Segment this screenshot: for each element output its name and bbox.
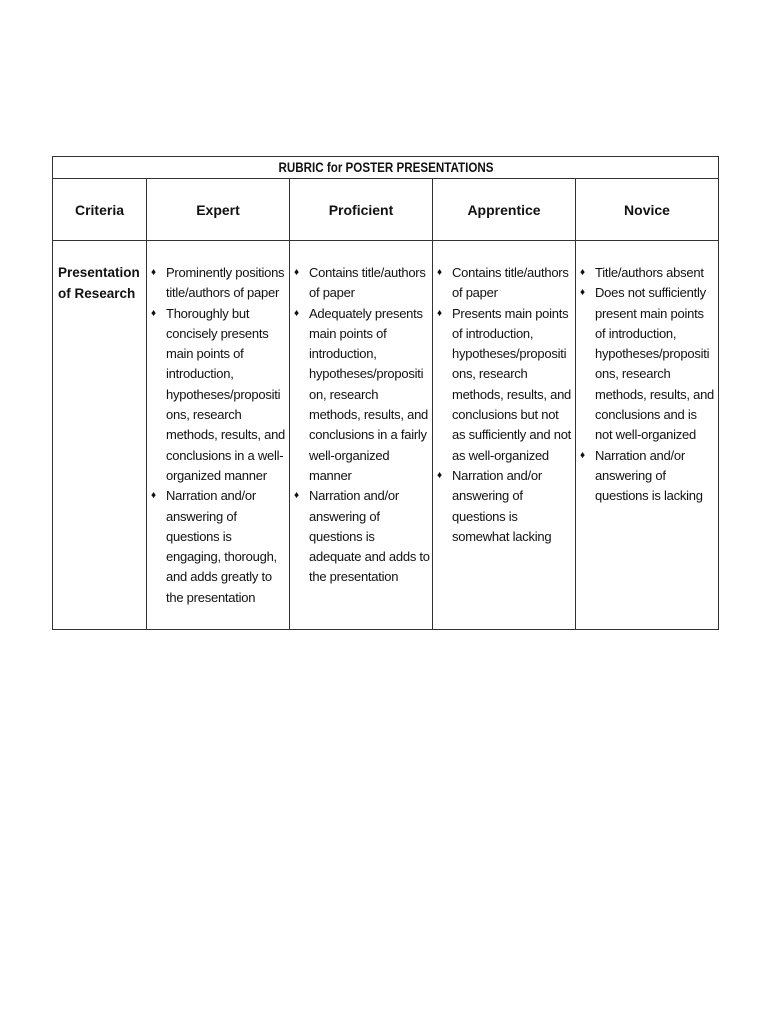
apprentice-points bbox=[433, 241, 575, 547]
diamond-bullet-icon: ♦ bbox=[580, 287, 585, 299]
proficient-cell bbox=[290, 241, 433, 630]
diamond-bullet-icon: ♦ bbox=[294, 490, 299, 502]
list-item: ♦ Adequately presents main points of introduction, hypotheses/proposition, research methods, results, and conclusions in a fairly well-organized manner bbox=[294, 304, 430, 487]
list-item: ♦ Narration and/or answering of questions is engaging, thorough, and adds greatly to the presentation bbox=[151, 486, 287, 608]
list-item: ♦ Prominently positions title/authors of paper bbox=[151, 263, 287, 304]
header-expert: Expert bbox=[147, 179, 290, 241]
diamond-bullet-icon: ♦ bbox=[294, 307, 299, 319]
header-apprentice: Apprentice bbox=[433, 179, 576, 241]
list-item: ♦ Narration and/or answering of questions is adequate and adds to the presentation bbox=[294, 486, 430, 587]
header-novice: Novice bbox=[576, 179, 719, 241]
header-proficient: Proficient bbox=[290, 179, 433, 241]
rubric-title: RUBRIC for POSTER PRESENTATIONS bbox=[99, 157, 672, 179]
header-criteria: Criteria bbox=[53, 179, 147, 241]
novice-points bbox=[576, 241, 718, 507]
header-row bbox=[53, 179, 719, 241]
rubric-title-row bbox=[53, 157, 719, 179]
criteria-label: Presentation of Research bbox=[53, 241, 147, 630]
diamond-bullet-icon: ♦ bbox=[437, 267, 442, 278]
diamond-bullet-icon: ♦ bbox=[151, 490, 156, 502]
diamond-bullet-icon: ♦ bbox=[580, 449, 585, 461]
diamond-bullet-icon: ♦ bbox=[437, 307, 442, 319]
expert-points bbox=[147, 241, 289, 608]
diamond-bullet-icon: ♦ bbox=[294, 267, 299, 278]
diamond-bullet-icon: ♦ bbox=[151, 267, 156, 278]
list-item: ♦ Contains title/authors of paper bbox=[294, 263, 430, 304]
list-item: ♦ Thoroughly but concisely presents main points of introduction, hypotheses/propositions, research methods, results, and conclusions in a well-organized manner bbox=[151, 304, 287, 487]
list-item: ♦ Title/authors absent bbox=[580, 263, 716, 283]
expert-cell bbox=[147, 241, 290, 630]
proficient-points bbox=[290, 241, 432, 588]
list-item: ♦ Does not sufficiently present main points of introduction, hypotheses/propositions, research methods, results, and conclusions and is not well-organized bbox=[580, 283, 716, 445]
diamond-bullet-icon: ♦ bbox=[437, 469, 442, 481]
diamond-bullet-icon: ♦ bbox=[151, 307, 156, 319]
list-item: ♦ Narration and/or answering of questions is somewhat lacking bbox=[437, 466, 573, 547]
criteria-row bbox=[53, 241, 719, 630]
apprentice-cell bbox=[433, 241, 576, 630]
list-item: ♦ Contains title/authors of paper bbox=[437, 263, 573, 304]
list-item: ♦ Narration and/or answering of questions is lacking bbox=[580, 446, 716, 507]
rubric-table bbox=[52, 156, 719, 630]
novice-cell bbox=[576, 241, 719, 630]
diamond-bullet-icon: ♦ bbox=[580, 267, 585, 278]
list-item: ♦ Presents main points of introduction, hypotheses/propositions, research methods, results, and conclusions but not as sufficiently and not as well-organized bbox=[437, 304, 573, 466]
